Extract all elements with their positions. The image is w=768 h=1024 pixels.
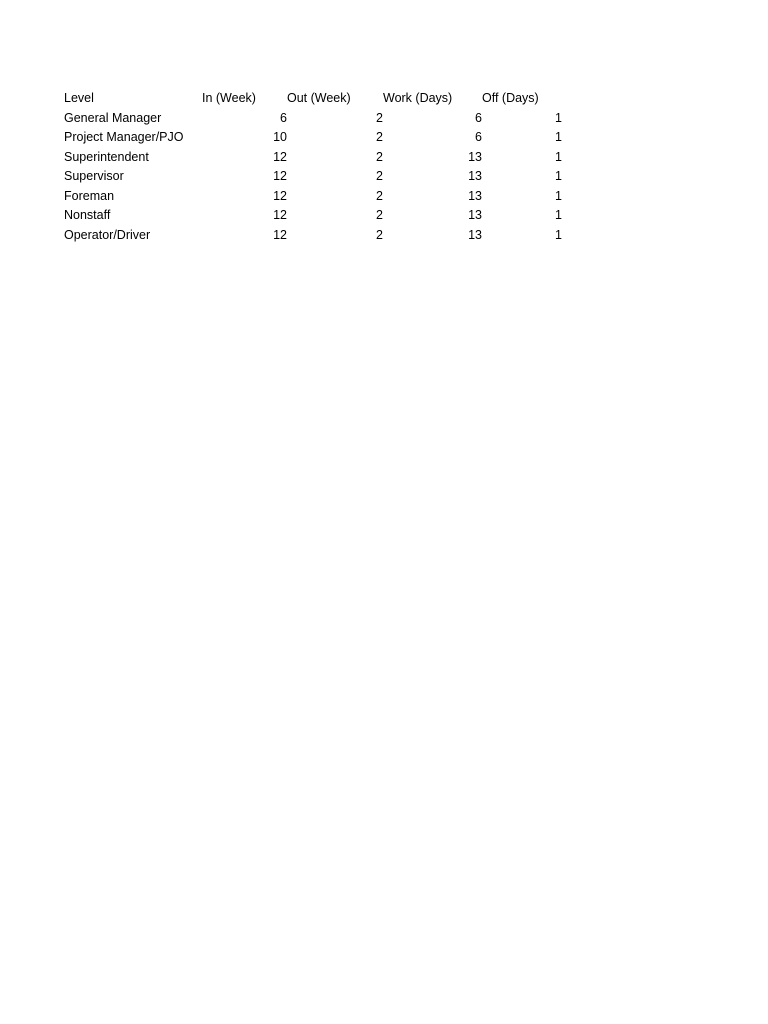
cell-off-days: 1 (555, 208, 562, 222)
cell-spacer (562, 226, 566, 246)
cell-level: Operator/Driver (64, 227, 151, 242)
table-row (64, 187, 566, 207)
cell-work-days: 6 (475, 110, 482, 125)
table-row (64, 206, 566, 226)
table-row (64, 109, 566, 129)
cell-off-days: 1 (555, 188, 562, 203)
table-row (64, 128, 566, 148)
cell-spacer (562, 167, 566, 187)
cell-in-week: 6 (280, 110, 287, 125)
cell-out-week: 2 (376, 130, 383, 144)
cell-out-week: 2 (376, 208, 383, 222)
cell-spacer (562, 148, 566, 168)
cell-level: Supervisor (64, 169, 124, 183)
table-row (64, 148, 566, 168)
cell-level: Foreman (64, 188, 115, 203)
header-off-days: Off (Days) (482, 91, 539, 105)
header-spacer (562, 89, 566, 109)
table-row (64, 167, 566, 187)
cell-in-week: 12 (273, 149, 287, 164)
cell-out-week: 2 (376, 149, 383, 164)
header-level: Level (64, 91, 94, 105)
cell-spacer (562, 206, 566, 226)
cell-level: General Manager (64, 110, 162, 125)
cell-spacer (562, 128, 566, 148)
cell-spacer (562, 187, 566, 207)
cell-out-week: 2 (376, 188, 383, 203)
cell-work-days: 13 (468, 188, 482, 203)
cell-off-days: 1 (555, 110, 562, 125)
cell-out-week: 2 (376, 227, 383, 242)
cell-out-week: 2 (376, 169, 383, 183)
cell-work-days: 13 (468, 227, 482, 242)
cell-in-week: 12 (273, 208, 287, 222)
cell-spacer (562, 109, 566, 129)
cell-in-week: 12 (273, 227, 287, 242)
cell-off-days: 1 (555, 149, 562, 164)
cell-off-days: 1 (555, 227, 562, 242)
cell-off-days: 1 (555, 169, 562, 183)
cell-level: Superintendent (64, 149, 149, 164)
roster-table (64, 89, 566, 245)
header-out-week: Out (Week) (287, 91, 351, 105)
cell-out-week: 2 (376, 110, 383, 125)
cell-level: Nonstaff (64, 208, 111, 222)
cell-in-week: 12 (273, 169, 287, 183)
cell-work-days: 6 (475, 130, 482, 144)
cell-work-days: 13 (468, 149, 482, 164)
header-row (64, 89, 566, 109)
cell-in-week: 10 (273, 130, 287, 144)
cell-in-week: 12 (273, 188, 287, 203)
cell-level: Project Manager/PJO (64, 130, 184, 144)
cell-work-days: 13 (468, 169, 482, 183)
header-work-days: Work (Days) (383, 91, 453, 105)
header-in-week: In (Week) (202, 91, 256, 105)
table-row (64, 226, 566, 246)
cell-work-days: 13 (468, 208, 482, 222)
table-body (64, 109, 566, 246)
cell-off-days: 1 (555, 130, 562, 144)
spreadsheet-page (64, 89, 584, 245)
